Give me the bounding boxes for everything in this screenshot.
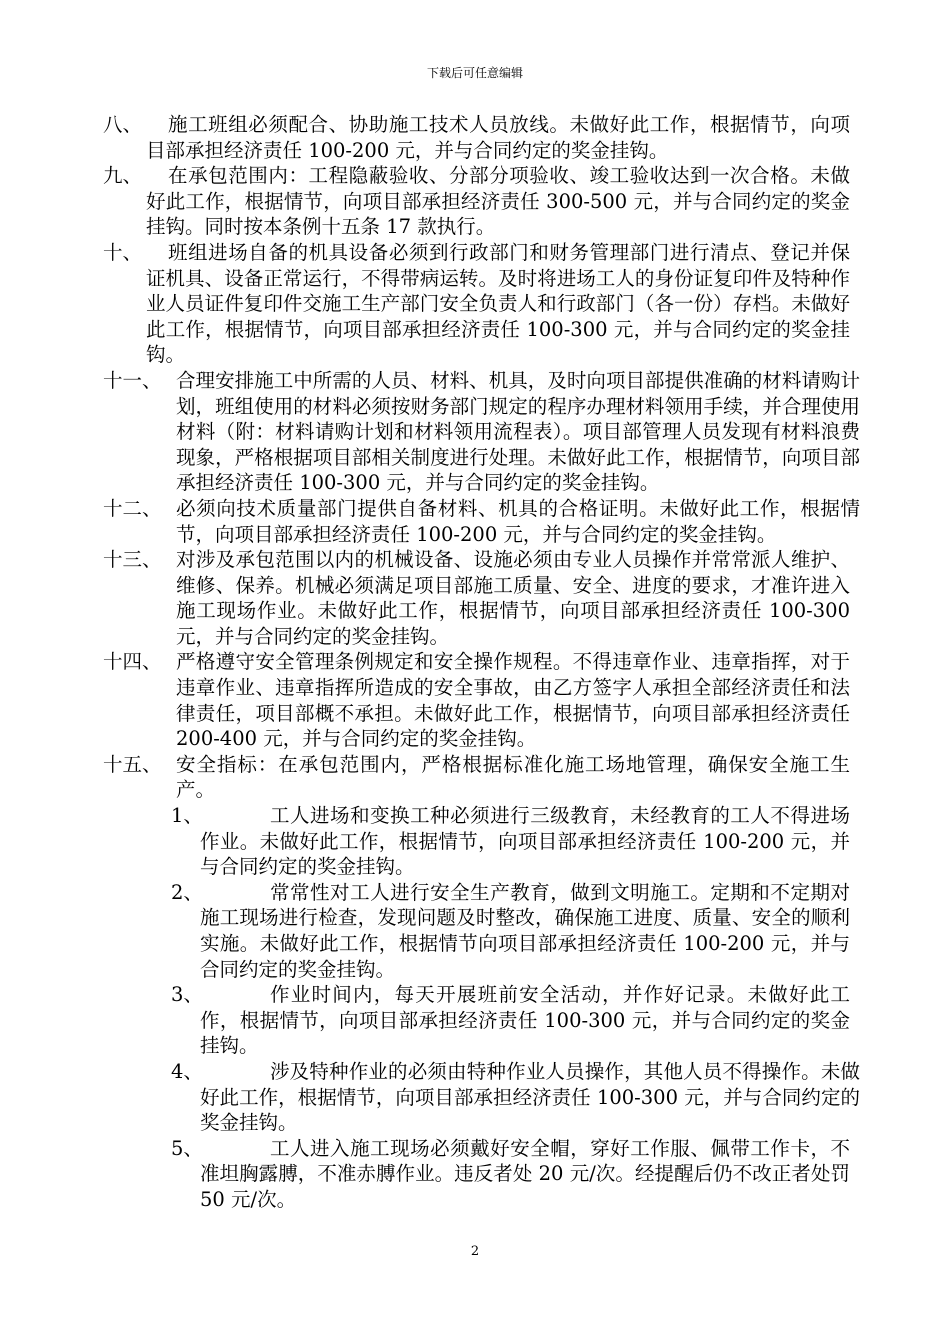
sub-item-2 — [171, 880, 850, 982]
document-body — [0, 112, 950, 1213]
item-text: 安全指标：在承包范围内，严格根据标准化施工场地管理，确保安全施工生产。 — [176, 752, 850, 802]
item-text: 对涉及承包范围以内的机械设备、设施必须由专业人员操作并常常派人维护、维修、保养。机械必须满足项目部施工质量、安全、进度的要求，才准许进入施工现场作业。未做好此工作，根据情节，向项目部承担经济责任 100-300 元，并与合同约定的奖金挂钩。 — [176, 548, 850, 648]
sub-item-text: 常常性对工人进行安全生产教育，做到文明施工。定期和不定期对施工现场进行检查，发现问题及时整改，确保施工进度、质量、安全的顺利实施。未做好此工作，根据情节向项目部承担经济责任 100-200 元，并与合同约定的奖金挂钩。 — [200, 880, 850, 981]
list-item-9 — [103, 163, 850, 240]
item-text: 在承包范围内：工程隐蔽验收、分部分项验收、竣工验收达到一次合格。未做好此工作，根据情节，向项目部承担经济责任 300-500 元，并与合同约定的奖金挂钩。同时按本条例十五条 17 款执行。 — [146, 164, 850, 239]
sub-item-1 — [171, 803, 850, 880]
item-number: 八、 — [103, 113, 143, 136]
item-number: 十二、 — [103, 496, 162, 520]
page-header: 下载后可任意编辑 — [426, 66, 523, 80]
item-text: 合理安排施工中所需的人员、材料、机具，及时向项目部提供准确的材料请购计划，班组使用的材料必须按财务部门规定的程序办理材料领用手续，并合理使用材料（附：材料请购计划和材料领用流程表）。项目部管理人员发现有材料浪费现象，严格根据项目部相关制度进行处理。未做好此工作，根据情节，向项目部承担经济责任 100-300 元，并与合同约定的奖金挂钩。 — [176, 368, 860, 495]
sub-item-5 — [171, 1136, 850, 1213]
sub-item-4 — [171, 1059, 860, 1136]
list-item-10 — [103, 240, 850, 368]
list-item-12 — [103, 496, 860, 547]
item-number: 十三、 — [103, 548, 162, 572]
item-text: 施工班组必须配合、协助施工技术人员放线。未做好此工作，根据情节，向项目部承担经济责任 100-200 元，并与合同约定的奖金挂钩。 — [146, 113, 850, 162]
sub-item-number: 3、 — [171, 983, 203, 1007]
list-item-8 — [103, 112, 850, 163]
item-text: 严格遵守安全管理条例规定和安全操作规程。不得违章作业、违章指挥，对于违章作业、违章指挥所造成的安全事故，由乙方签字人承担全部经济责任和法律责任，项目部概不承担。未做好此工作，根据情节，向项目部承担经济责任 200-400 元，并与合同约定的奖金挂钩。 — [176, 650, 850, 751]
sub-item-number: 5、 — [171, 1136, 203, 1160]
list-item-13 — [103, 547, 850, 649]
list-item-14 — [103, 649, 850, 751]
list-item-15 — [103, 752, 850, 803]
item-text: 必须向技术质量部门提供自备材料、机具的合格证明。未做好此工作，根据情节，向项目部承担经济责任 100-200 元，并与合同约定的奖金挂钩。 — [176, 496, 860, 546]
sub-item-text: 作业时间内，每天开展班前安全活动，并作好记录。未做好此工作，根据情节，向项目部承担经济责任 100-300 元，并与合同约定的奖金挂钩。 — [200, 983, 850, 1058]
page-number: 2 — [470, 1244, 480, 1259]
sub-item-text: 工人进入施工现场必须戴好安全帽，穿好工作服、佩带工作卡，不准坦胸露膊，不准赤膊作业。违反者处 20 元/次。经提醒后仍不改正者处罚 50 元/次。 — [200, 1136, 850, 1211]
sub-item-text: 涉及特种作业的必须由特种作业人员操作，其他人员不得操作。未做好此工作，根据情节，向项目部承担经济责任 100-300 元，并与合同约定的奖金挂钩。 — [200, 1059, 860, 1135]
list-item-11 — [103, 368, 860, 496]
item-number: 十五、 — [103, 752, 162, 776]
sub-item-text: 工人进场和变换工种必须进行三级教育，未经教育的工人不得进场作业。未做好此工作，根据情节，向项目部承担经济责任 100-200 元，并与合同约定的奖金挂钩。 — [200, 804, 850, 879]
sub-item-3 — [171, 982, 850, 1059]
sub-item-number: 4、 — [171, 1059, 203, 1083]
item-number: 九、 — [103, 164, 143, 188]
item-number: 十一、 — [103, 368, 162, 392]
sub-item-number: 2、 — [171, 880, 203, 904]
sub-item-number: 1、 — [171, 804, 203, 828]
item-number: 十四、 — [103, 650, 162, 674]
item-text: 班组进场自备的机具设备必须到行政部门和财务管理部门进行清点、登记并保证机具、设备正常运行，不得带病运转。及时将进场工人的身份证复印件及特种作业人员证件复印件交施工生产部门安全负责人和行政部门（各一份）存档。未做好此工作，根据情节，向项目部承担经济责任 100-300 元，并与合同约定的奖金挂钩。 — [146, 240, 850, 367]
item-number: 十、 — [103, 240, 143, 264]
